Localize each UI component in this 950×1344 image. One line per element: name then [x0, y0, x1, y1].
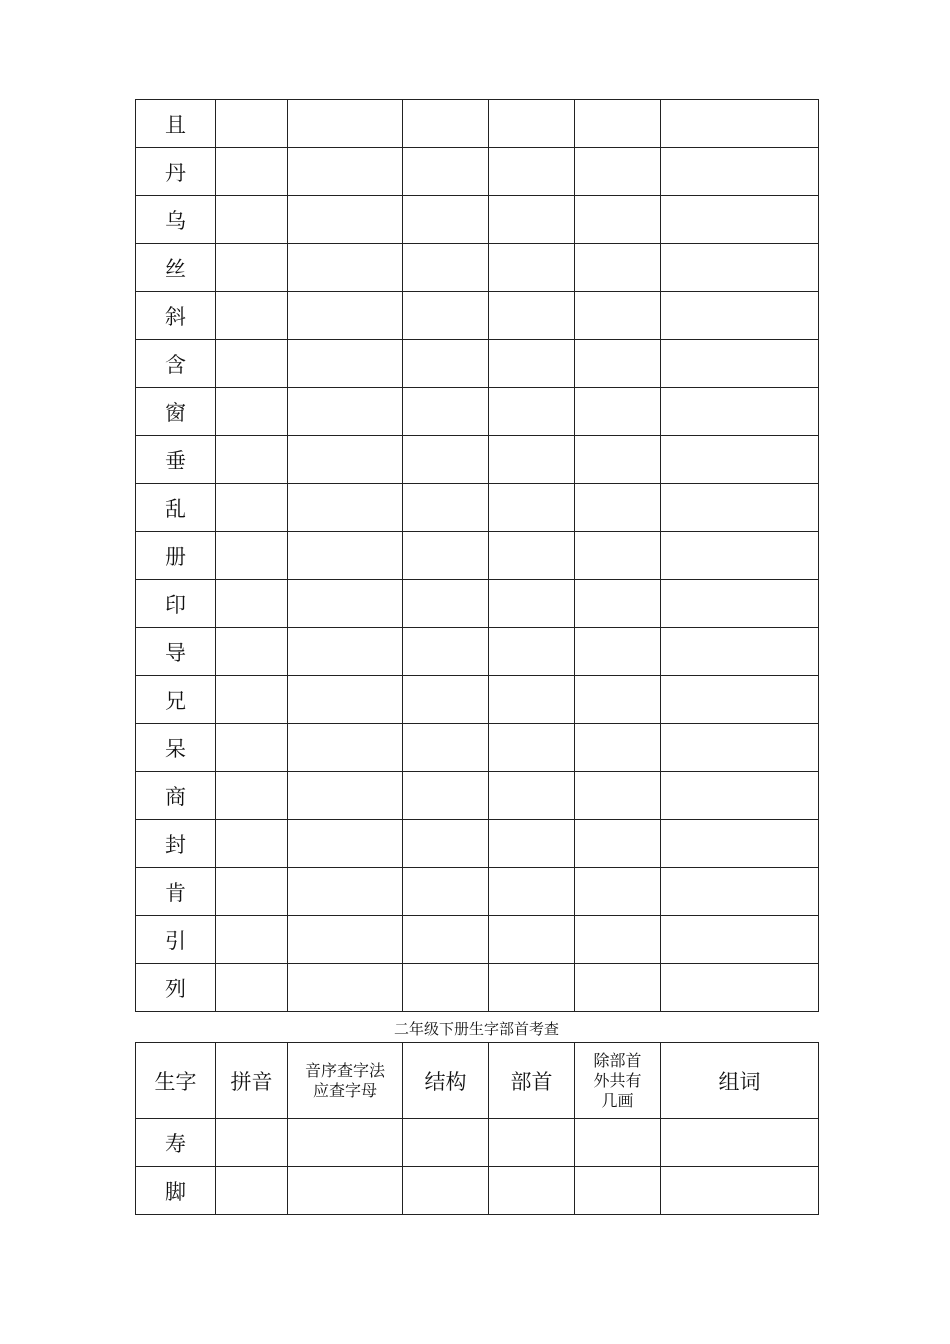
words-cell[interactable] [661, 628, 819, 676]
pinyin-cell[interactable] [216, 340, 288, 388]
character-cell: 脚 [136, 1167, 216, 1215]
stroke-count-cell[interactable] [575, 1119, 661, 1167]
pinyin-cell[interactable] [216, 820, 288, 868]
structure-cell[interactable] [403, 1119, 489, 1167]
character-cell: 导 [136, 628, 216, 676]
character-cell: 斜 [136, 292, 216, 340]
stroke-count-cell[interactable] [575, 580, 661, 628]
character-cell: 肯 [136, 868, 216, 916]
stroke-count-cell[interactable] [575, 292, 661, 340]
table-row [136, 724, 819, 772]
table-row [136, 340, 819, 388]
character-cell: 丹 [136, 148, 216, 196]
character-cell: 引 [136, 916, 216, 964]
table-row [136, 388, 819, 436]
pinyin-cell[interactable] [216, 100, 288, 148]
structure-cell[interactable] [403, 388, 489, 436]
index-letter-cell[interactable] [288, 484, 403, 532]
index-letter-cell[interactable] [288, 340, 403, 388]
radical-cell[interactable] [489, 388, 575, 436]
pinyin-cell[interactable] [216, 484, 288, 532]
words-cell[interactable] [661, 340, 819, 388]
pinyin-cell[interactable] [216, 916, 288, 964]
character-cell: 印 [136, 580, 216, 628]
radical-cell[interactable] [489, 1119, 575, 1167]
stroke-count-cell[interactable] [575, 820, 661, 868]
character-cell: 封 [136, 820, 216, 868]
words-cell[interactable] [661, 148, 819, 196]
pinyin-cell[interactable] [216, 148, 288, 196]
radical-cell[interactable] [489, 676, 575, 724]
words-cell[interactable] [661, 820, 819, 868]
character-cell: 兄 [136, 676, 216, 724]
character-table-top [135, 99, 819, 1012]
pinyin-cell[interactable] [216, 724, 288, 772]
header-pinyin: 拼音 [216, 1043, 288, 1119]
pinyin-cell[interactable] [216, 532, 288, 580]
index-letter-cell[interactable] [288, 100, 403, 148]
index-letter-cell[interactable] [288, 916, 403, 964]
index-letter-cell[interactable] [288, 724, 403, 772]
header-index-letter-line1: 音序查字法 [304, 1060, 385, 1080]
stroke-count-cell[interactable] [575, 628, 661, 676]
header-row [136, 1043, 819, 1119]
header-words: 组词 [661, 1043, 819, 1119]
words-cell[interactable] [661, 916, 819, 964]
structure-cell[interactable] [403, 1167, 489, 1215]
pinyin-cell[interactable] [216, 772, 288, 820]
radical-cell[interactable] [489, 628, 575, 676]
header-char: 生字 [136, 1043, 216, 1119]
words-cell[interactable] [661, 484, 819, 532]
stroke-count-cell[interactable] [575, 868, 661, 916]
header-stroke-line1: 除部首 [593, 1050, 642, 1070]
structure-cell[interactable] [403, 100, 489, 148]
radical-cell[interactable] [489, 580, 575, 628]
index-letter-cell[interactable] [288, 244, 403, 292]
index-letter-cell[interactable] [288, 676, 403, 724]
character-cell: 册 [136, 532, 216, 580]
words-cell[interactable] [661, 436, 819, 484]
header-index-letter-line2: 应查字母 [312, 1080, 377, 1100]
pinyin-cell[interactable] [216, 580, 288, 628]
pinyin-cell[interactable] [216, 628, 288, 676]
table-row [136, 1119, 819, 1167]
table-row [136, 244, 819, 292]
index-letter-cell[interactable] [288, 580, 403, 628]
words-cell[interactable] [661, 196, 819, 244]
pinyin-cell[interactable] [216, 868, 288, 916]
radical-cell[interactable] [489, 436, 575, 484]
table-caption: 二年级下册生字部首考查 [393, 1020, 559, 1038]
radical-cell[interactable] [489, 772, 575, 820]
table-row [136, 100, 819, 148]
stroke-count-cell[interactable] [575, 436, 661, 484]
stroke-count-cell[interactable] [575, 196, 661, 244]
pinyin-cell[interactable] [216, 964, 288, 1012]
index-letter-cell[interactable] [288, 820, 403, 868]
radical-cell[interactable] [489, 868, 575, 916]
radical-cell[interactable] [489, 916, 575, 964]
table-row [136, 820, 819, 868]
words-cell[interactable] [661, 532, 819, 580]
character-cell: 含 [136, 340, 216, 388]
table-row [136, 628, 819, 676]
structure-cell[interactable] [403, 676, 489, 724]
stroke-count-cell[interactable] [575, 1167, 661, 1215]
words-cell[interactable] [661, 388, 819, 436]
structure-cell[interactable] [403, 148, 489, 196]
index-letter-cell[interactable] [288, 964, 403, 1012]
words-cell[interactable] [661, 724, 819, 772]
words-cell[interactable] [661, 244, 819, 292]
words-cell[interactable] [661, 868, 819, 916]
structure-cell[interactable] [403, 292, 489, 340]
stroke-count-cell[interactable] [575, 148, 661, 196]
character-cell: 列 [136, 964, 216, 1012]
header-index-letter [288, 1043, 403, 1119]
table-row [136, 964, 819, 1012]
stroke-count-cell[interactable] [575, 100, 661, 148]
words-cell[interactable] [661, 292, 819, 340]
stroke-count-cell[interactable] [575, 724, 661, 772]
radical-cell[interactable] [489, 244, 575, 292]
index-letter-cell[interactable] [288, 436, 403, 484]
table-row [136, 484, 819, 532]
radical-cell[interactable] [489, 100, 575, 148]
stroke-count-cell[interactable] [575, 964, 661, 1012]
words-cell[interactable] [661, 100, 819, 148]
structure-cell[interactable] [403, 436, 489, 484]
table-row [136, 868, 819, 916]
stroke-count-cell[interactable] [575, 388, 661, 436]
pinyin-cell[interactable] [216, 388, 288, 436]
index-letter-cell[interactable] [288, 196, 403, 244]
radical-cell[interactable] [489, 964, 575, 1012]
structure-cell[interactable] [403, 196, 489, 244]
pinyin-cell[interactable] [216, 244, 288, 292]
radical-cell[interactable] [489, 1167, 575, 1215]
radical-cell[interactable] [489, 820, 575, 868]
character-cell: 寿 [136, 1119, 216, 1167]
table-row [136, 292, 819, 340]
words-cell[interactable] [661, 772, 819, 820]
index-letter-cell[interactable] [288, 868, 403, 916]
radical-cell[interactable] [489, 484, 575, 532]
pinyin-cell[interactable] [216, 1119, 288, 1167]
radical-cell[interactable] [489, 532, 575, 580]
table-row [136, 532, 819, 580]
table-row [136, 196, 819, 244]
pinyin-cell[interactable] [216, 1167, 288, 1215]
structure-cell[interactable] [403, 916, 489, 964]
table-row [136, 676, 819, 724]
header-stroke-line3: 几画 [601, 1090, 634, 1110]
index-letter-cell[interactable] [288, 148, 403, 196]
structure-cell[interactable] [403, 772, 489, 820]
structure-cell[interactable] [403, 964, 489, 1012]
radical-cell[interactable] [489, 724, 575, 772]
character-cell: 乱 [136, 484, 216, 532]
table-row [136, 148, 819, 196]
words-cell[interactable] [661, 964, 819, 1012]
words-cell[interactable] [661, 1119, 819, 1167]
header-structure: 结构 [403, 1043, 489, 1119]
pinyin-cell[interactable] [216, 292, 288, 340]
pinyin-cell[interactable] [216, 196, 288, 244]
character-cell: 窗 [136, 388, 216, 436]
stroke-count-cell[interactable] [575, 676, 661, 724]
structure-cell[interactable] [403, 340, 489, 388]
table-row [136, 436, 819, 484]
structure-cell[interactable] [403, 868, 489, 916]
index-letter-cell[interactable] [288, 628, 403, 676]
words-cell[interactable] [661, 580, 819, 628]
structure-cell[interactable] [403, 244, 489, 292]
character-cell: 垂 [136, 436, 216, 484]
index-letter-cell[interactable] [288, 1119, 403, 1167]
stroke-count-cell[interactable] [575, 916, 661, 964]
pinyin-cell[interactable] [216, 676, 288, 724]
index-letter-cell[interactable] [288, 292, 403, 340]
character-table-bottom [135, 1042, 819, 1215]
character-cell: 乌 [136, 196, 216, 244]
structure-cell[interactable] [403, 820, 489, 868]
table-row [136, 580, 819, 628]
structure-cell[interactable] [403, 532, 489, 580]
index-letter-cell[interactable] [288, 772, 403, 820]
radical-cell[interactable] [489, 148, 575, 196]
stroke-count-cell[interactable] [575, 484, 661, 532]
structure-cell[interactable] [403, 580, 489, 628]
stroke-count-cell[interactable] [575, 532, 661, 580]
structure-cell[interactable] [403, 724, 489, 772]
character-cell: 呆 [136, 724, 216, 772]
stroke-count-cell[interactable] [575, 244, 661, 292]
stroke-count-cell[interactable] [575, 340, 661, 388]
words-cell[interactable] [661, 1167, 819, 1215]
radical-cell[interactable] [489, 196, 575, 244]
character-cell: 丝 [136, 244, 216, 292]
words-cell[interactable] [661, 676, 819, 724]
header-stroke-line2: 外共有 [593, 1070, 642, 1090]
index-letter-cell[interactable] [288, 532, 403, 580]
radical-cell[interactable] [489, 340, 575, 388]
structure-cell[interactable] [403, 484, 489, 532]
radical-cell[interactable] [489, 292, 575, 340]
index-letter-cell[interactable] [288, 1167, 403, 1215]
index-letter-cell[interactable] [288, 388, 403, 436]
header-radical: 部首 [489, 1043, 575, 1119]
character-cell: 商 [136, 772, 216, 820]
pinyin-cell[interactable] [216, 436, 288, 484]
table-row [136, 772, 819, 820]
stroke-count-cell[interactable] [575, 772, 661, 820]
table-row [136, 1167, 819, 1215]
table-row [136, 916, 819, 964]
character-cell: 且 [136, 100, 216, 148]
header-stroke-count [575, 1043, 661, 1119]
structure-cell[interactable] [403, 628, 489, 676]
